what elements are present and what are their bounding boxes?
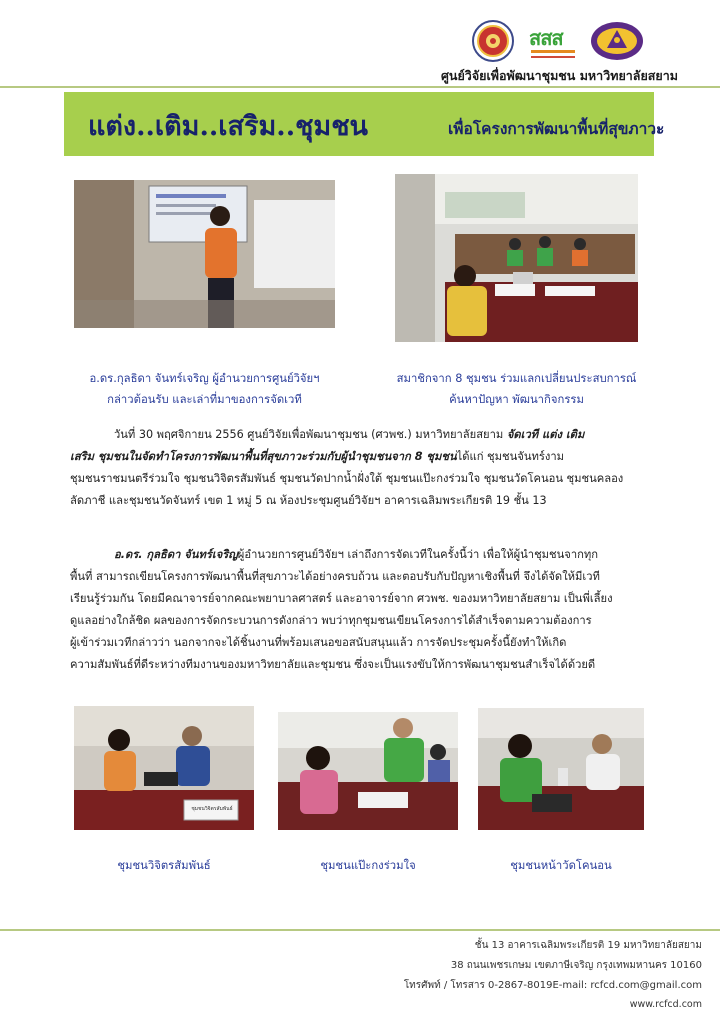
paragraph-line: ดูแลอย่างใกล้ชิด ผลของการจัดกระบวนการดังกล่าว พบว่าทุกชุมชนเขียนโครงการได้สำเร็จตามความต้องการ xyxy=(70,614,592,627)
paragraph-emphasis: เสริม ชุมชนในจัดทำโครงการพัฒนาพื้นที่สุขภาวะร่วมกับผู้นำชุมชนจาก 8 ชุมชน xyxy=(70,450,457,463)
caption-line: ค้นหาปัญหา พัฒนากิจกรรม xyxy=(449,393,584,406)
thaihealth-logo xyxy=(529,20,577,62)
paragraph-lead: อ.ดร. กุลธิดา จันทร์เจริญ xyxy=(114,548,238,561)
paragraph-line: ลัดภาชี และชุมชนวัดจันทร์ เขต 1 หมู่ 5 ณ ห้องประชุมศูนย์วิจัยฯ อาคารเฉลิมพระเกียรติ 19 ชั้น 13 xyxy=(70,494,547,507)
university-seal-logo xyxy=(472,20,514,62)
footer-address-line-1: ชั้น 13 อาคารเฉลิมพระเกียรติ 19 มหาวิทยาลัยสยาม xyxy=(474,940,702,951)
paragraph-line: ชุมชนราชมนตรีร่วมใจ ชุมชนวิจิตรสัมพันธ์ ชุมชนวัดปากน้ำฝั่งใต้ ชุมชนแป๊ะกงร่วมใจ ชุมชนวัดโคนอน ชุมชนคลอง xyxy=(70,472,624,485)
paragraph-line xyxy=(70,446,650,468)
caption-natkhonon: ชุมชนหน้าวัดโคนอน xyxy=(510,859,612,872)
footer-address-line-2: 38 ถนนเพชรเกษม เขตภาษีเจริญ กรุงเทพมหานคร 10160 xyxy=(450,960,702,971)
center-emblem-logo xyxy=(590,20,644,62)
article-paragraph-1 xyxy=(70,424,650,512)
footer-divider xyxy=(0,929,720,931)
paragraph-line xyxy=(70,424,650,446)
paragraph-emphasis: จัดเวที แต่ง เติม xyxy=(506,428,585,441)
paragraph-line: เรียนรู้ร่วมกัน โดยมีคณาจารย์จากคณะพยาบาลศาสตร์ และอาจารย์จาก ศวพช. ของมหาวิทยาลัยสยาม เป็นพี่เลี้ยง xyxy=(70,592,613,605)
photo-wichitsamphan-community xyxy=(74,706,254,830)
desk-sign: ชุมชนวิจิตรสัมพันธ์ xyxy=(191,806,233,812)
thaihealth-logo-text: สสส xyxy=(529,26,563,50)
caption-wichitsamphan: ชุมชนวิจิตรสัมพันธ์ xyxy=(117,859,211,872)
footer-website: www.rcfcd.com xyxy=(629,999,702,1010)
caption-line: อ.ดร.กุลธิดา จันทร์เจริญ ผู้อำนวยการศูนย์วิจัยฯ xyxy=(89,372,320,385)
photo-group-meeting xyxy=(395,174,638,342)
title-banner xyxy=(64,92,665,156)
paragraph-line: พื้นที่ สามารถเขียนโครงการพัฒนาพื้นที่สุขภาวะได้อย่างครบถ้วน และตอบรับกับปัญหาเชิงพื้นที่ จึงได้จัดให้มีเวที xyxy=(70,570,600,583)
photo-director-speaking xyxy=(74,180,335,328)
organization-name: ศูนย์วิจัยเพื่อพัฒนาชุมชน มหาวิทยาลัยสยาม xyxy=(441,68,678,83)
paragraph-line: ความสัมพันธ์ที่ดีระหว่างทีมงานของมหาวิทยาลัยและชุมชน ซึ่งจะเป็นแรงขับให้การพัฒนาชุมชนสำเร็จได้ด้วยดี xyxy=(70,658,596,671)
caption-paekong: ชุมชนแป๊ะกงร่วมใจ xyxy=(320,859,416,872)
banner-subtitle: เพื่อโครงการพัฒนาพื้นที่สุขภาวะ xyxy=(448,119,665,138)
paragraph-line xyxy=(70,544,650,566)
logo-strip xyxy=(472,20,647,64)
paragraph-text: วันที่ 30 พฤศจิกายน 2556 ศูนย์วิจัยเพื่อพัฒนาชุมชน (ศวพช.) มหาวิทยาลัยสยาม xyxy=(114,428,507,441)
paragraph-line: ผู้เข้าร่วมเวทีกล่าวว่า นอกจากจะได้ชิ้นงานที่พร้อมเสนอขอสนับสนุนแล้ว การจัดประชุมครั้งนี้ยังทำให้เกิด xyxy=(70,636,567,649)
caption-line: สมาชิกจาก 8 ชุมชน ร่วมแลกเปลี่ยนประสบการณ์ xyxy=(396,372,637,385)
caption-director xyxy=(74,368,335,410)
caption-members xyxy=(395,368,638,410)
footer-contact-line: โทรศัพท์ / โทรสาร 0-2867-8019E-mail: rcfcd.com@gmail.com xyxy=(403,980,702,991)
article-paragraph-2 xyxy=(70,544,650,676)
paragraph-text: ได้แก่ ชุมชนจันทร์งาม xyxy=(456,450,564,463)
paragraph-text: ผู้อำนวยการศูนย์วิจัยฯ เล่าถึงการจัดเวทีในครั้งนี้ว่า เพื่อให้ผู้นำชุมชนจากทุก xyxy=(237,548,599,561)
photo-natkhonon-community xyxy=(478,708,644,830)
caption-line: กล่าวต้อนรับ และเล่าที่มาของการจัดเวที xyxy=(107,393,302,406)
banner-title: แต่ง..เติม..เสริม..ชุมชน xyxy=(88,111,368,142)
photo-paekong-community xyxy=(278,712,458,830)
header-divider xyxy=(0,86,720,88)
